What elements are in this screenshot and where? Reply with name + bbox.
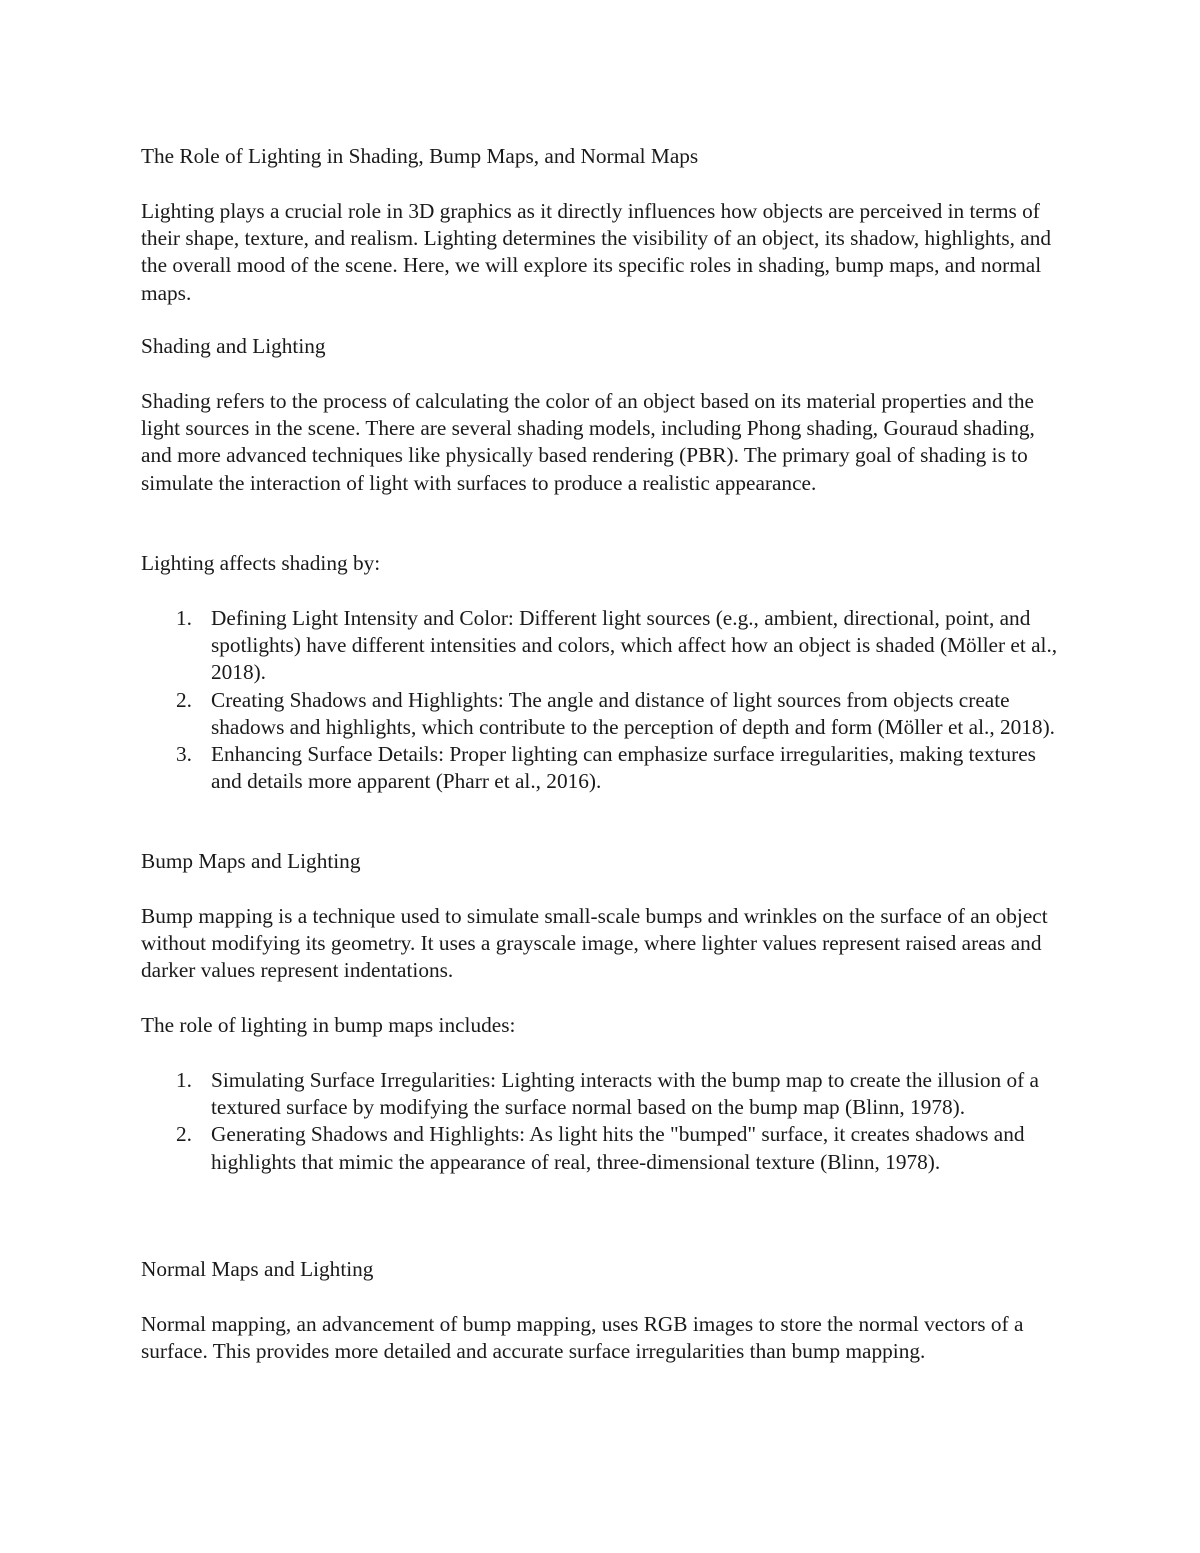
document-title: The Role of Lighting in Shading, Bump Maps, and Normal Maps (141, 144, 699, 168)
list-item-number: 1. (176, 1068, 192, 1092)
numbered-list-bump (141, 1067, 1059, 1176)
section-heading-bump: Bump Maps and Lighting (141, 849, 361, 873)
list-intro-shading: Lighting affects shading by: (141, 551, 381, 575)
list-item-text: Simulating Surface Irregularities: Lighting interacts with the bump map to create the illusion of a textured surface by modifying the surface normal based on the bump map (Blinn, 1978). (211, 1068, 1039, 1120)
section-heading-normal: Normal Maps and Lighting (141, 1257, 374, 1281)
list-item-text: Defining Light Intensity and Color: Different light sources (e.g., ambient, directional, point, and spotlights) have different intensities and colors, which affect how an object is shaded (Möller et al., 2018). (211, 606, 1058, 685)
list-item (141, 687, 1059, 741)
list-item-text: Enhancing Surface Details: Proper lighting can emphasize surface irregularities, making textures and details more apparent (Pharr et al., 2016). (211, 742, 1036, 794)
list-item-text: Creating Shadows and Highlights: The angle and distance of light sources from objects create shadows and highlights, which contribute to the perception of depth and form (Möller et al., 2018). (211, 687, 1055, 739)
section-heading-shading: Shading and Lighting (141, 334, 326, 358)
list-item-number: 3. (176, 742, 192, 767)
list-item-number: 2. (176, 1122, 192, 1147)
list-intro-bump: The role of lighting in bump maps includes: (141, 1013, 516, 1037)
list-item-number: 2. (176, 687, 192, 712)
section-paragraph-shading: Shading refers to the process of calculating the color of an object based on its material properties and the light sources in the scene. There are several shading models, including Phong shading, Gouraud shading, and more advanced techniques like physically based rendering (PBR). The primary goal of shading is to simulate the interaction of light with surfaces to produce a realistic appearance. (141, 389, 1035, 495)
list-item (141, 605, 1059, 687)
list-item (141, 741, 1059, 795)
numbered-list-shading (141, 605, 1059, 795)
section-paragraph-bump: Bump mapping is a technique used to simulate small-scale bumps and wrinkles on the surface of an object without modifying its geometry. It uses a grayscale image, where lighter values represent raised areas and darker values represent indentations. (141, 904, 1048, 983)
intro-paragraph: Lighting plays a crucial role in 3D graphics as it directly influences how objects are perceived in terms of their shape, texture, and realism. Lighting determines the visibility of an object, its shadow, highlights, and the overall mood of the scene. Here, we will explore its specific roles in shading, bump maps, and normal maps. (141, 199, 1052, 305)
list-item-number: 1. (176, 606, 192, 630)
section-paragraph-normal: Normal mapping, an advancement of bump mapping, uses RGB images to store the normal vectors of a surface. This provides more detailed and accurate surface irregularities than bump mapping. (141, 1312, 1024, 1364)
list-item-text: Generating Shadows and Highlights: As light hits the "bumped" surface, it creates shadows and highlights that mimic the appearance of real, three-dimensional texture (Blinn, 1978). (211, 1122, 1025, 1174)
list-item (141, 1121, 1059, 1175)
list-item (141, 1067, 1059, 1121)
